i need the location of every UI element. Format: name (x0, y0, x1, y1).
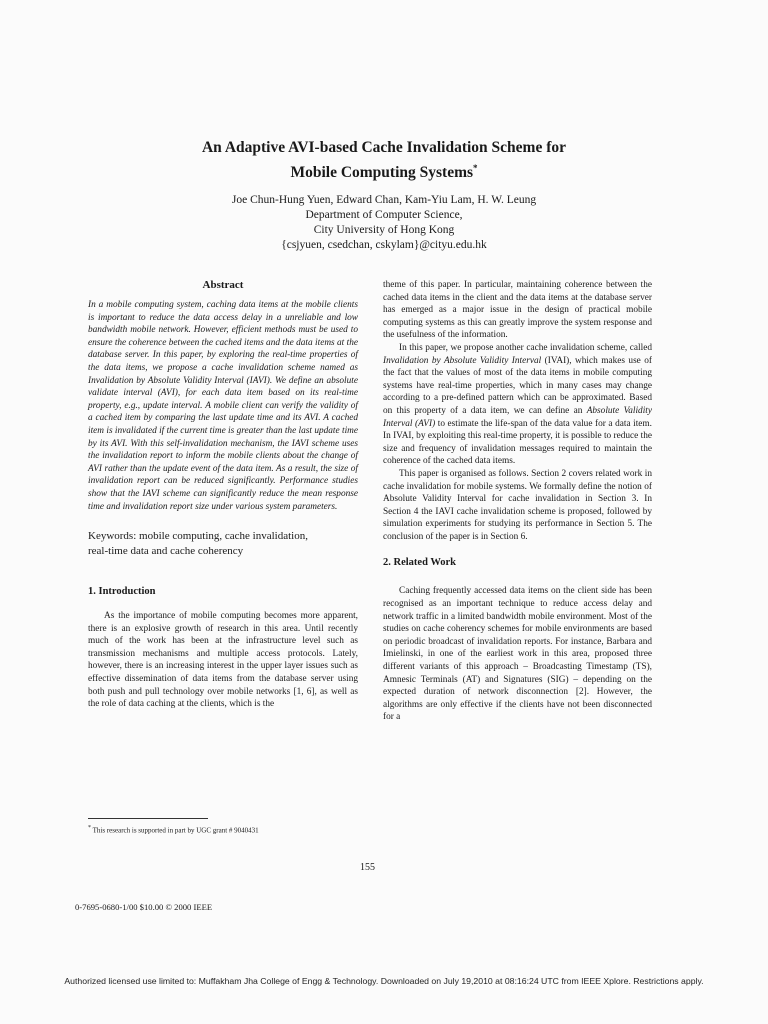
right-paragraph-1 (383, 342, 652, 468)
abstract-heading: Abstract (202, 279, 244, 291)
p1-text-e: to estimate the life-span of the data value for a data item. In IVAI, by exploiting this real-time property, it is possible to reduce the size and frequency of invalidation messages required to maintain the coherence of the cached data items. (383, 418, 652, 467)
right-paragraph-0: theme of this paper. In particular, maintaining coherence between the cached data items in the client and the data items at the database server has emerged as a major issue in the design of practical mobile computing systems as this can greatly improve the system response and the usefulness of the information. (383, 280, 652, 341)
license-notice: Authorized licensed use limited to: Muffakham Jha College of Engg & Technology. Downloaded on July 19,2010 at 08:16:24 UTC from IEEE Xplore. Restrictions apply. (64, 976, 704, 986)
footnote-rule (88, 818, 208, 819)
copyright-line: 0-7695-0680-1/00 $10.00 © 2000 IEEE (75, 902, 213, 912)
department: Department of Computer Science, (305, 209, 463, 221)
page-number: 155 (360, 862, 375, 873)
section-heading-related-work: 2. Related Work (383, 557, 457, 569)
title-line-2 (0, 158, 768, 183)
related-work-paragraph-1: Caching frequently accessed data items on the client side has been recognised as an important technique to reduce access delay and network traffic in a limited bandwidth mobile environment. Most of the studies on cache coherency schemes for mobile environments are based on periodic broadcast of invalidation reports. For instance, Barbara and Imielinski, in one of the earliest work in this area, proposed three different variants of this approach – Broadcasting Timestamp (TS), Amnesic Terminals (AT) and Signatures (SIG) – depending on the expected duration of network disconnection [2]. However, the algorithms are only effective if the clients have not been disconnected for a (383, 586, 652, 723)
keywords-line-2: real-time data and cache coherency (88, 545, 244, 558)
left-column (88, 279, 358, 711)
paper-title (0, 138, 768, 183)
footnote-mark: * (88, 825, 91, 831)
p1-term-avi: Absolute Validity Interval (AVI) (383, 405, 652, 429)
author-emails: {csjyuen, csedchan, cskylam}@cityu.edu.hk (281, 239, 487, 251)
university: City University of Hong Kong (313, 224, 455, 236)
title-line-1: An Adaptive AVI-based Cache Invalidation Scheme for (201, 139, 566, 156)
abstract-text: In a mobile computing system, caching data items at the mobile clients is important to reduce the data access delay in a unreliable and low bandwidth mobile network. However, efficient methods must be used to ensure the coherence between the cached items and the data items at the database server. In this paper, by exploring the real-time properties of the data items, we propose a cache invalidation scheme named as Invalidation by Absolute Validity Interval (IAVI). We define an absolute validate interval (AVI), for each data item based on its real-time property, e.g., update interval. A mobile client can verify the validity of a cached item by comparing the last update time and its AVI. A cached item is invalidated if the current time is greater than the last update time by its AVI. With this self-invalidation mechanism, the IAVI scheme uses the invalidation report to inform the mobile clients about the change of AVI rather than the update event of the data item. As a result, the size of invalidation report can be reduced significantly. Performance studies show that the IAVI scheme can significantly reduce the mean response time and invalidation report size under various system parameters. (88, 300, 358, 512)
author-block (0, 193, 768, 253)
keywords-line-1: Keywords: mobile computing, cache invalidation, (88, 530, 308, 543)
title-line-2-text: Mobile Computing Systems (290, 164, 474, 182)
section-heading-introduction: 1. Introduction (88, 586, 156, 598)
footnote (88, 825, 259, 834)
right-column (383, 279, 652, 724)
intro-paragraph-1: As the importance of mobile computing becomes more apparent, there is an explosive growth of research in this area. Until recently much of the work has been at the infrastructure level such as transmission mechanisms and multiple access protocols. Lately, however, there is an increasing interest in the upper layer issues such as effective dissemination of data items from the database server using both push and pull technology over mobile networks [1, 6], as well as the role of data caching at the clients, which is the (88, 611, 358, 710)
right-paragraph-2: This paper is organised as follows. Section 2 covers related work in cache invalidation for mobile systems. We formally define the notion of Absolute Validity Interval for cache invalidation in Section 3. In Section 4 the IAVI cache invalidation scheme is proposed, followed by simulation experiments for studying its performance in Section 5. The conclusion of the paper is in Section 6. (383, 468, 652, 542)
title-footnote-mark: * (473, 163, 478, 173)
p1-text-a: In this paper, we propose another cache invalidation scheme, called (399, 342, 652, 353)
p1-term-iavi: Invalidation by Absolute Validity Interval (383, 355, 542, 366)
p1-text-c: (IVAI), which makes use of the fact that the values of most of the data items in mobile computing systems have real-time properties, which in many cases may change according to a pre-defined pattern which can be approximated. Based on this property of a data item, we can define an (383, 355, 653, 416)
footnote-text: This research is supported in part by UGC grant # 9040431 (91, 826, 259, 835)
keywords (88, 529, 358, 559)
author-names: Joe Chun-Hung Yuen, Edward Chan, Kam-Yiu Lam, H. W. Leung (231, 194, 537, 206)
